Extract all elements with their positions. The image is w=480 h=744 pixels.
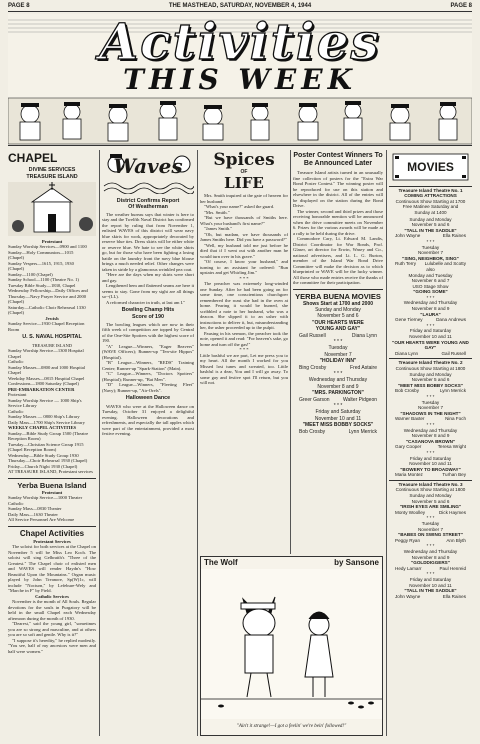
- schedule-line: Chapel: [8, 353, 22, 359]
- waves-headline: District Confirms Report: [116, 197, 180, 204]
- schedule-line: AT TREASURE ISLAND, Protestant services: [8, 469, 93, 475]
- schedule-line: Tuesday—Christian Science Group 1915: [8, 441, 84, 447]
- show-times: Sunday at 1400: [414, 209, 447, 215]
- divider-stars: * * *: [426, 421, 435, 427]
- spices-life: LIFE: [224, 174, 264, 192]
- show-times: Continuous Show Starting at 1800: [395, 487, 466, 493]
- naval-hospital-heading: U. S. NAVAL HOSPITAL: [22, 334, 82, 341]
- movie-day: Friday and Saturday: [409, 328, 452, 334]
- divider-stars: * * *: [426, 322, 435, 328]
- movie-cast: Bob Crosby: [395, 388, 420, 394]
- schedule-line: Daily Mass—1700 Ship's Service Library: [8, 419, 85, 425]
- schedule-line: Wednesday Fellowship—Daily Offices and: [8, 288, 88, 294]
- movie-day: Wednesday and Thursday: [308, 377, 368, 384]
- wolf-comic: [200, 556, 383, 736]
- movie-cast: Maria Montez: [395, 472, 423, 478]
- movie-date: November 7: [417, 526, 444, 532]
- movie-date: November 5 and 6: [317, 313, 359, 320]
- schedule-line: All Service Personnel Are Welcome: [8, 517, 75, 523]
- protestant-services-heading: Protestant Services: [33, 538, 71, 544]
- movie-date: November 10 and 11: [409, 334, 452, 340]
- theatre-heading: Treasure Island Theatre No. 1: [389, 186, 472, 194]
- movie-cast: Ella Raines: [442, 593, 466, 599]
- divider-stars: * * *: [426, 543, 435, 549]
- schedule-line: (Chapel): [8, 266, 25, 272]
- movie-cast: Ann Blyth: [446, 537, 466, 543]
- movie-day: also: [426, 266, 435, 272]
- page-number-left: PAGE 8: [8, 3, 30, 9]
- movie-cast: Warner Baxter: [395, 416, 425, 422]
- movie-cast: John Wayne: [395, 593, 421, 599]
- movie-day: Tuesday: [421, 521, 440, 527]
- movie-title: "MRS. PARKINGTON": [312, 390, 364, 397]
- movie-day: Friday and Saturday: [409, 455, 452, 461]
- schedule-line: Reception Room): [8, 436, 41, 442]
- chapel-title: CHAPEL: [8, 151, 58, 165]
- joke-paragraph: "Mrs. Smith.": [204, 209, 230, 215]
- movie-cast: Diana Lynn: [395, 350, 419, 356]
- coming-attractions: COMING ATTRACTIONS: [404, 193, 457, 199]
- spices-column: [200, 150, 288, 554]
- joke-paragraph: "Of course, I know your husband," and turning to an assistant he ordered: "Run upstairs and get Whirling Jim.": [200, 259, 288, 275]
- movie-day: Sunday and Monday: [409, 216, 452, 222]
- movie-date: November 6 and 7: [411, 278, 450, 284]
- movie-cast: Gail Russell: [299, 332, 326, 339]
- movie-date: November 7: [417, 250, 444, 256]
- show-times: Continuous Show Starting at 1700: [395, 198, 466, 204]
- movie-cast: Ella Raines: [442, 233, 466, 239]
- column-rule: [386, 150, 387, 736]
- divider-stars: * * *: [239, 347, 249, 352]
- joke-paragraph: The preacher was extremely long-winded one Sunday. After he had been going on for some time, one conscientious churchgoer remembered the roast she had in the oven at home. Fearing it would be burned, she scribbled a note to her husband, who was a deacon. She slipped it to an usher with instructions to deliver it, but, misunderstanding her, the usher proceeded up to the pulpit.: [200, 281, 288, 330]
- movie-cast: Greer Garson: [299, 396, 330, 403]
- schedule-line: Sunday School—1100 (Theatre No. 1): [8, 277, 79, 283]
- chapel-location: TREASURE ISLAND: [26, 174, 78, 181]
- movie-day: Tuesday: [421, 244, 440, 250]
- movie-date: November 10 and 11: [409, 582, 452, 588]
- movie-cast: Peggy Ryan: [395, 537, 421, 543]
- movie-day: Friday and Saturday: [315, 409, 361, 416]
- column-rule: [290, 150, 291, 554]
- schedule-line: Room: [8, 326, 20, 332]
- chapel-protestant-heading: Protestant: [41, 238, 63, 244]
- joke-paragraph: "James Smith.": [204, 226, 233, 231]
- movie-day: Wednesday and Thursday: [403, 300, 458, 306]
- schedule-line: Sunday—Bible Study Group 1500 (Theatre: [8, 430, 89, 436]
- catholic-services-heading: Catholic Services: [35, 593, 69, 599]
- movie-day: Tuesday: [328, 345, 348, 352]
- joke-paragraph: Pausing in his sermon, the preacher took the note, opened it and read: "For heaven's sake, go home and turn off the gas!": [200, 330, 288, 347]
- schedule-line: WEEKLY CHAPEL ACTIVITIES: [8, 425, 77, 431]
- schedule-line: Sunday Masses — 0800 Ship's Library: [8, 414, 80, 420]
- show-times: Continuous Show Starting at 1800: [395, 366, 466, 371]
- movie-date: November 8 and 9: [317, 383, 359, 390]
- movie-cast: Fred Astaire: [350, 364, 377, 371]
- movie-cast: Teresa Wright: [437, 444, 466, 450]
- poem-paragraph: Little bashful we are part, Let me press you to my heart. All the month I worked for you Missed lost tunes and sweated, too. Little bashful is a dear, You and I will go away. To some gay and festive spot I'll return, but you will not.: [200, 352, 288, 385]
- movie-title: "GOLDDIGGERS": [411, 560, 450, 566]
- movie-title: "MEET MISS BOBBY SOCKS": [397, 382, 464, 388]
- article-paragraph: Treasure Island artists turned in an unusually fine collection of posters for the "Extra War Bond Poster Contest." The winning poster will be reproduced for use on this station and elsewhere in the district. All of the entries will be displayed on the station during the Bond Drive.: [293, 170, 383, 208]
- movie-date: November 8 and 9: [411, 433, 450, 439]
- movie-date: November 8 and 9: [411, 554, 450, 560]
- spices-title: Spices: [213, 150, 275, 170]
- movie-cast: USO Stage Show: [412, 283, 449, 289]
- chapel-activities-title: Chapel Activities: [19, 528, 85, 538]
- movie-title: "SING, NEIGHBOR, SING": [402, 255, 459, 261]
- schedule-line: Sunday Masses—0800 and 1000 Hospital: [8, 364, 86, 370]
- joke-paragraph: "Oh, but madam, we have thousands of James Smiths here. Did you have a password?": [200, 231, 288, 242]
- movie-cast: Dick Haymes: [438, 509, 466, 515]
- movie-title: "CASANOVA BROWN": [405, 438, 456, 444]
- movie-day: Sunday and Monday: [409, 371, 452, 377]
- movie-date: November 7: [417, 405, 444, 411]
- activities-banner: [8, 14, 472, 146]
- divider-stars: * * *: [426, 294, 435, 300]
- schedule-line: Saturday—Catholic Choir Rehearsal 1330: [8, 304, 86, 310]
- movie-date: November 10 and 11: [314, 415, 362, 422]
- schedule-line: Service Library: [8, 403, 37, 409]
- movie-title: YOUNG AND GAY": [315, 326, 361, 333]
- movie-title: "SHADOWS IN THE NIGHT": [400, 410, 461, 416]
- movie-cast: Nina Foch: [445, 416, 466, 422]
- joke-paragraph: "But we have thousands of Smiths here. What's your husband's first name?": [200, 215, 288, 226]
- movie-date: November 7: [324, 351, 352, 358]
- article-paragraph: "I suppose it's heredity," he replied modestly. "You see, half of my ancestors were men and half were women.": [8, 637, 96, 654]
- movie-title: "HOLIDAY INN": [319, 358, 357, 365]
- movie-cast: Dana Andrews: [436, 317, 466, 323]
- masthead-line: THE MASTHEAD, SATURDAY, NOVEMBER 4, 1944: [168, 3, 312, 9]
- chapel-building-illustration: [8, 182, 96, 236]
- divider-stars: * * *: [426, 393, 435, 399]
- movie-date: November 5 and 6: [411, 498, 450, 504]
- schedule-line: Tuesday Bible Study—1830, Chapel: [8, 282, 76, 288]
- movie-day: Sunday and Monday: [409, 493, 452, 499]
- schedule-line: Chapel: [8, 370, 22, 376]
- article-paragraph: "Here are the days when my skirts were short and gay.: [102, 272, 194, 283]
- article-paragraph: "C" League—Winners, "Doctors Spotters" (Hospital); Runner-up, "Bat Men".: [102, 371, 194, 382]
- chapel-jewish-heading: Jewish: [45, 315, 59, 321]
- banner-subtitle: THIS WEEK: [123, 63, 357, 96]
- movie-cast: John Wayne: [395, 233, 421, 239]
- schedule-line: Sunday—Holy Communion—1015: [8, 249, 74, 255]
- page-number-right: PAGE 8: [450, 3, 472, 9]
- article-paragraph: "Dearest," said the young girl, "sometimes you are so strong and masculine, and at others you are so soft and gentle. Why is it?": [8, 621, 96, 638]
- schedule-line: (Chapel): [8, 299, 25, 305]
- schedule-line: (Chapel Reception Room): [8, 447, 57, 453]
- article-paragraph: "A" League—Winners, "Eager Beavers" (WAVE Officers); Runner-up "Ten-site Hippos" (Hospital).: [102, 343, 194, 360]
- movie-cast: Gary Cooper: [395, 444, 422, 450]
- article-paragraph: A reformed character in truth, at last am I.": [106, 299, 186, 305]
- article-paragraph: "D" League—Winners, "Fleeting Fleet" (Navy); Runner-up, "Air-Orels".: [102, 382, 194, 393]
- movie-day: Tuesday: [421, 399, 440, 405]
- divider-stars: * * *: [426, 515, 435, 521]
- movie-cast: Lulubelle and Scotty: [424, 261, 466, 267]
- article-paragraph: Lengthened hem and flattened seams are here it seems to stay. Gone from my sight are all things so--(LL).: [102, 283, 194, 300]
- movie-cast: Bob Crosby: [299, 428, 326, 435]
- poster-headline: Poster Contest Winners To Be Announced Later: [293, 152, 383, 167]
- schedule-line: Sunday Worship Services—0900 and 1100: [8, 244, 87, 250]
- banner-title: Activities: [99, 14, 381, 71]
- comic-caption: "Ain't it strange!—I got a feelin' we're bein' followed!": [236, 724, 347, 729]
- movie-cast: Lynn Merrick: [348, 428, 377, 435]
- yerba-buena-heading: Yerba Buena Island: [17, 480, 87, 490]
- schedule-line: Sunday Worship Service—1300 Hospital: [8, 348, 84, 354]
- article-paragraph: "B" League—Winners, "REDS" Training Center; Runner-up "Spark-Station" (Main).: [102, 360, 194, 371]
- joke-paragraph: "What's your name?" asked the guard.: [204, 204, 275, 209]
- schedule-line: Sunday Vespers—1615, 1915, 1930: [8, 260, 74, 266]
- movie-day: Wednesday and Thursday: [403, 427, 458, 433]
- movie-title: "TALL IN THE SADDLE": [404, 227, 457, 233]
- movie-title: "TALL IN THE SADDLE": [404, 588, 457, 594]
- movie-title: "MEET MISS BOBBY SOCKS": [302, 422, 374, 429]
- schedule-line: Sunday—1100 (Chapel): [8, 271, 53, 277]
- joke-paragraph: Mrs. Smith inquired at the gate of heaven for her husband.: [200, 193, 288, 204]
- schedule-line: Sunday Mass—0830 Theater: [8, 506, 62, 512]
- chapel-column: [8, 150, 96, 736]
- comic-title: The Wolf: [204, 558, 238, 567]
- schedule-line: Protestant: [8, 392, 27, 398]
- yb-movies-times: Shows Start at 1700 and 2000: [302, 300, 374, 307]
- bowling-headline: Bowling Champ Hits: [121, 307, 175, 314]
- schedule-line: PRE-EMBARKATION CENTER: [8, 386, 75, 392]
- movie-date: Monday and Tuesday: [408, 272, 453, 278]
- movies-title: MOVIES: [407, 160, 454, 174]
- schedule-line: Catholic: [8, 408, 24, 414]
- naval-hospital-sub: TREASURE ISLAND: [32, 342, 72, 348]
- article-paragraph: The weather bureau says that winter is here to stay and the Twelfth Naval District has confirmed the report by ruling that from November 1, enlisted WAVES of this district will wear navy blue skirts for work, appropriately decorated by reserve blue ties. Dress skirts will be either white or reserve blue. We hate to see the white shirts go, but for those who have been fighting a losing battle on the laundry front the navy blue blouse brings a much needed relief. Other changes were taken in stride by a glamorous wrinkled pea coat.: [102, 211, 194, 272]
- movie-date: November 5 and 6: [411, 377, 450, 383]
- halloween-headline: Halloween Dance: [125, 395, 171, 402]
- theatre-heading: Treasure Island Theatre No. 2: [389, 358, 472, 366]
- divider-stars: * * *: [239, 275, 249, 281]
- schedule-line: Wednesday—Bible Study Group 1930: [8, 452, 79, 458]
- movie-title: "BOWERY TO BROADWAY": [400, 466, 461, 472]
- schedule-line: Weekday Masses—0815 Hospital Chapel: [8, 375, 85, 381]
- article-paragraph: The soloist for both services at the Chapel on November 5 will be Miss Leo Koch. The soloist will sing Gelbraith's "Three of the Greatest." The Chapel choir of enlisted men and WAVES will render Haydn's "How Beautiful Upon the Mountains." Organ music played by John Treanore, Sp(W)1c, will include "Nocturn," by Lefebure-Wely and "Marche in F" by Field.: [8, 544, 96, 594]
- chapel-subheading: DIVINE SERVICES: [28, 167, 76, 173]
- bowling-headline-line2: Score of 190: [131, 313, 165, 320]
- movie-cast: Lynn Merrick: [439, 388, 466, 394]
- movie-cast: Paul Henreid: [439, 565, 466, 571]
- movie-title: "IRISH EYES ARE SMILING": [399, 504, 462, 510]
- article-paragraph: The bowling leagues which are now in their fifth week of competition are topped by Central of the One-Site Spotters with the highest score of 190.: [102, 321, 194, 344]
- article-paragraph: November is the month of All Souls. Regular devotions for the souls in Purgatory will be held in the small Chapel each Wednesday afternoon during the month of 1930.: [8, 599, 96, 621]
- movie-cast: Hedy Lamarr: [395, 565, 422, 571]
- schedule-line: Friday—Church Night 1930 (Chapel): [8, 463, 78, 469]
- divider-stars: * * *: [426, 238, 435, 244]
- movie-title: "LAURA": [420, 311, 441, 317]
- movie-title: "OUR HEARTS WERE: [312, 319, 364, 326]
- article-paragraph: WAVES who were at the Halloween dance on Tuesday, October 31 enjoyed a delightful evening. Halloween decorations and refreshments, and especially the tall apples which were part of the entertainment, provided a most festive evening.: [102, 403, 194, 437]
- column-rule: [197, 150, 198, 736]
- column-rule: [99, 150, 100, 736]
- movie-title: "BABES ON SWING STREET": [398, 532, 463, 538]
- joke-paragraph: "Well, my husband told me just before he died that if I went out with another man he would turn over in his grave.": [200, 242, 288, 259]
- schedule-line: (Chapel): [8, 255, 25, 261]
- article-paragraph: Commodore Cary, Lt. Edward M. Landis, District Coordinator for War Bonds, Prof. Glaser, art director for Erwin, Wasey and Co., national advertisers, and Lt. L. G. Burton, member of the Island War Bond Drive Committee will make the decision as to which blueprinted or WAVE will be the lucky winner. All those who made entries receive the thanks of the committee for their participation.: [293, 236, 383, 285]
- schedule-line: Daily Mass—1630 Theater: [8, 511, 58, 517]
- show-times: Free Matinee Saturday and: [402, 204, 459, 210]
- movie-cast: Walter Pidgeon: [343, 396, 377, 403]
- spices-of: OF: [240, 169, 248, 175]
- comic-drawing: [201, 569, 382, 719]
- movie-day: Wednesday and Thursday: [403, 549, 458, 554]
- divider-stars: * * *: [333, 403, 343, 409]
- schedule-line: Sunday Worship Service—1000 Theater: [8, 495, 83, 501]
- divider-stars: * * *: [426, 571, 435, 577]
- schedule-line: Sunday Service—1930 Chapel Reception: [8, 321, 85, 327]
- movie-cast: Bing Crosby: [299, 364, 327, 371]
- movie-cast: Turhan Bey: [442, 472, 466, 478]
- movie-day: Friday and Saturday: [409, 576, 452, 582]
- movie-cast: Gail Russell: [441, 350, 466, 356]
- yerba-buena-protestant: Protestant: [41, 489, 63, 495]
- movies-column: [389, 150, 472, 736]
- movie-cast: Diana Lynn: [351, 332, 377, 339]
- waves-column: [102, 150, 194, 736]
- movie-cast: Gene Tierney: [395, 317, 423, 323]
- schedule-line: Thursday—Navy Prayer Service and 2000: [8, 293, 87, 299]
- movie-title: "GOING SOME": [413, 289, 448, 295]
- divider-stars: * * *: [333, 370, 343, 377]
- movie-cast: Ruth Terry: [395, 261, 417, 267]
- theatre-heading: Treasure Island Theatre No. 3: [389, 480, 472, 488]
- movie-cast: Monty Woolley: [395, 509, 426, 515]
- movie-title: "OUR HEARTS WERE YOUNG AND GAY": [392, 339, 469, 351]
- schedule-line: Sunday Worship Service — 1000 Ship's: [8, 397, 82, 403]
- schedule-line: Catholic: [8, 359, 24, 365]
- schedule-line: Thursday—Choir Rehearsal 1930 (Chapel): [8, 458, 88, 464]
- schedule-line: Confessions—1800 Saturday (Chapel): [8, 381, 79, 387]
- divider-stars: * * *: [426, 449, 435, 455]
- article-paragraph: The winner, second and third prizes and those receiving honorable mention will be announced when the drive committee meets on November 6. Prizes for the various awards will be made at a rally to be held during the drive.: [293, 208, 383, 236]
- schedule-line: Catholic: [8, 500, 24, 506]
- comic-byline: by Sansone: [334, 558, 379, 567]
- movie-date: November 10 and 11: [409, 461, 452, 467]
- waves-headline-line2: Of Weatherman: [128, 203, 168, 210]
- movie-day: Sunday and Monday: [315, 306, 361, 313]
- movie-date: November 5 and 6: [411, 222, 450, 228]
- page-header: [8, 3, 472, 12]
- movie-date: November 8 and 9: [411, 306, 450, 312]
- schedule-line: (Chapel): [8, 310, 25, 316]
- poster-column: [293, 150, 383, 554]
- divider-stars: * * *: [333, 338, 343, 345]
- waves-title: Waves: [113, 154, 183, 178]
- yb-movies-title: YERBA BUENA MOVIES: [295, 291, 381, 301]
